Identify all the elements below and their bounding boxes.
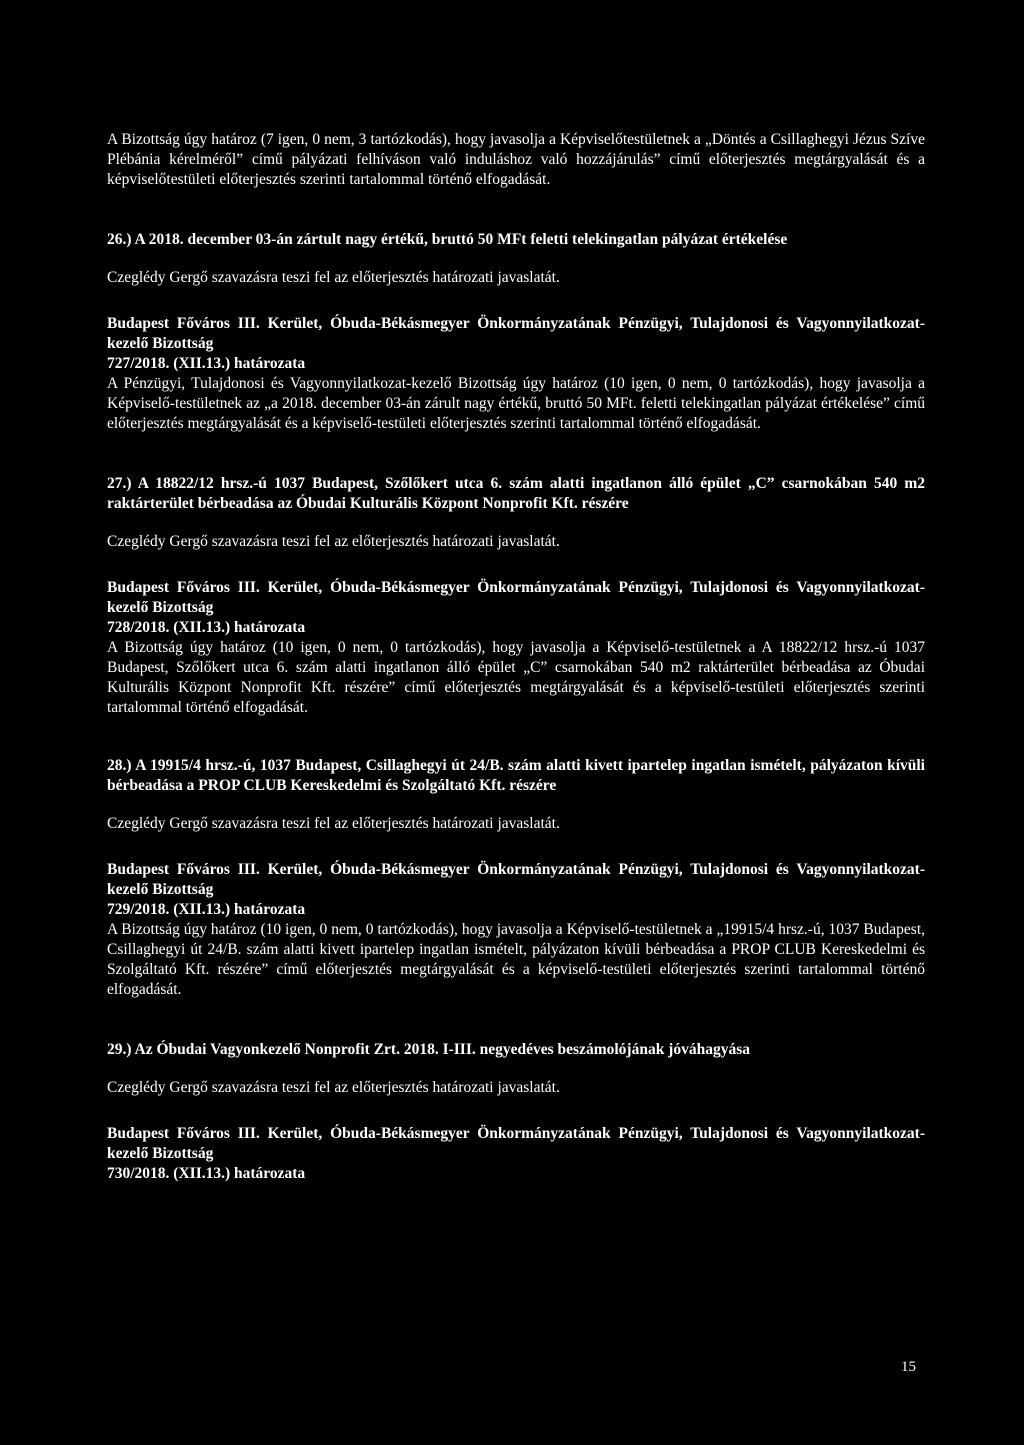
vote-statement: Czeglédy Gergő szavazásra teszi fel az előterjesztés határozati javaslatát. <box>107 533 560 550</box>
resolution-text: A Bizottság úgy határoz (10 igen, 0 nem, 0 tartózkodás), hogy javasolja a Képviselő-testületnek a „19915/4 hrsz.-ú, 1037 Budapest, Csillaghegyi út 24/B. szám alatti kivett ipartelep ingatlan ismételt, pályázaton kívüli bérbeadása a PROP CLUB Kereskedelmi és Szolgáltató Kft. részére” című előterjesztés megtárgyalását és a képviselő-testületi előterjesztés szerinti tartalommal történő elfogadását. <box>107 921 925 998</box>
committee-name: Budapest Főváros III. Kerület, Óbuda-Békásmegyer Önkormányzatának Pénzügyi, Tulajdonosi és Vagyonnyilatkozat-kezelő Bizottság <box>107 1125 925 1162</box>
agenda-item-title: 29.) Az Óbudai Vagyonkezelő Nonprofit Zrt. 2018. I-III. negyedéves beszámolójának jóváhagyása <box>107 1041 751 1058</box>
document-page <box>107 130 925 1184</box>
agenda-item-28 <box>107 756 925 1000</box>
agenda-item-26 <box>107 230 925 434</box>
vote-statement: Czeglédy Gergő szavazásra teszi fel az előterjesztés határozati javaslatát. <box>107 1079 560 1096</box>
resolution-text: A Bizottság úgy határoz (10 igen, 0 nem, 0 tartózkodás), hogy javasolja a Képviselő-testületnek a A 18822/12 hrsz.-ú 1037 Budapest, Szőlőkert utca 6. szám alatti ingatlanon álló épület „C” csarnokában 540 m2 raktárterület bérbeadása az Óbudai Kulturális Központ Nonprofit Kft. részére” című előterjesztés megtárgyalását és a képviselő-testületi előterjesztés szerinti tartalommal történő elfogadását. <box>107 639 925 716</box>
committee-name: Budapest Főváros III. Kerület, Óbuda-Békásmegyer Önkormányzatának Pénzügyi, Tulajdonosi és Vagyonnyilatkozat-kezelő Bizottság <box>107 579 925 616</box>
agenda-item-title: 26.) A 2018. december 03-án zártult nagy értékű, bruttó 50 MFt feletti telekingatlan pályázat értékelése <box>107 231 788 248</box>
agenda-item-title: 27.) A 18822/12 hrsz.-ú 1037 Budapest, Szőlőkert utca 6. szám alatti ingatlanon álló épület „C” csarnokában 540 m2 raktárterület bérbeadása az Óbudai Kulturális Központ Nonprofit Kft. részére <box>107 475 925 512</box>
resolution-number: 729/2018. (XII.13.) határozata <box>107 901 306 918</box>
intro-paragraph: A Bizottság úgy határoz (7 igen, 0 nem, 3 tartózkodás), hogy javasolja a Képviselőtestületnek a „Döntés a Csillaghegyi Jézus Szíve Plébánia kérelméről” című pályázati felhíváson való induláshoz való hozzájárulás” című előterjesztés megtárgyalását és a képviselőtestületi előterjesztés szerinti tartalommal történő elfogadását. <box>107 131 925 188</box>
page-number: 15 <box>901 1359 916 1375</box>
vote-statement: Czeglédy Gergő szavazásra teszi fel az előterjesztés határozati javaslatát. <box>107 815 560 832</box>
committee-name: Budapest Főváros III. Kerület, Óbuda-Békásmegyer Önkormányzatának Pénzügyi, Tulajdonosi és Vagyonnyilatkozat-kezelő Bizottság <box>107 861 925 898</box>
resolution-number: 730/2018. (XII.13.) határozata <box>107 1165 306 1182</box>
vote-statement: Czeglédy Gergő szavazásra teszi fel az előterjesztés határozati javaslatát. <box>107 269 560 286</box>
resolution-text: A Pénzügyi, Tulajdonosi és Vagyonnyilatkozat-kezelő Bizottság úgy határoz (10 igen, 0 nem, 0 tartózkodás), hogy javasolja a Képviselő-testületnek az „a 2018. december 03-án zárult nagy értékű, bruttó 50 MFt. feletti telekingatlan pályázat értékelése” című előterjesztés megtárgyalását és a képviselő-testületi előterjesztés szerinti tartalommal történő elfogadását. <box>107 375 925 432</box>
resolution-number: 728/2018. (XII.13.) határozata <box>107 619 306 636</box>
committee-name: Budapest Főváros III. Kerület, Óbuda-Békásmegyer Önkormányzatának Pénzügyi, Tulajdonosi és Vagyonnyilatkozat-kezelő Bizottság <box>107 315 925 352</box>
resolution-number: 727/2018. (XII.13.) határozata <box>107 355 306 372</box>
agenda-item-29 <box>107 1040 925 1184</box>
agenda-item-27 <box>107 474 925 718</box>
agenda-item-title: 28.) A 19915/4 hrsz.-ú, 1037 Budapest, Csillaghegyi út 24/B. szám alatti kivett ipartelep ingatlan ismételt, pályázaton kívüli bérbeadása a PROP CLUB Kereskedelmi és Szolgáltató Kft. részére <box>107 757 925 794</box>
